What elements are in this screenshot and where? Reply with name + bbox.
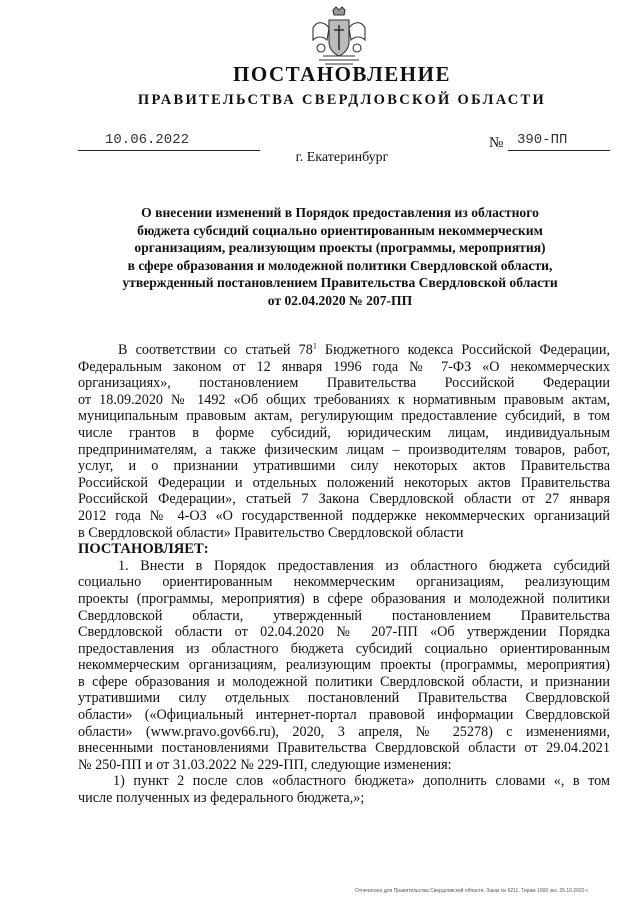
body-line: от 18.09.2020 № 1492 «Об общих требованиях к нормативным правовым актам,	[78, 391, 610, 408]
body-line: Российской Федерации», статьей 7 Закона Свердловской области от 27 января	[78, 491, 610, 508]
body-line: 2012 года № 4-ОЗ «О государственной поддержке некоммерческих организаций	[78, 507, 610, 524]
body-line: числе полученных из федерального бюджета,»;	[78, 790, 365, 807]
document-date: 10.06.2022	[105, 132, 190, 148]
body-line: муниципальным правовым актам, регулирующим предоставление субсидий, в том	[78, 408, 610, 425]
resolves-heading: ПОСТАНОВЛЯЕТ:	[78, 541, 209, 558]
document-subject	[100, 204, 580, 309]
body-line: Свердловской области, утвержденный постановлением Правительства	[78, 607, 610, 624]
body-line: внесенными постановлениями Правительства Свердловской области от 29.04.2021	[78, 740, 610, 757]
print-note: Отпечатано для Правительства Свердловской области. Заказ № 6211. Тираж 1000 экз. 25.10.2020 г.	[355, 888, 589, 894]
body-line: организациях», постановлением Правительства Российской Федерации	[78, 375, 610, 392]
body-line: в Свердловской области» Правительство Свердловской области	[78, 524, 464, 541]
body-text: В соответствии со статьей 78	[118, 342, 313, 358]
body-line: проекты (программы, мероприятия) в сфере образования и молодежной политики	[78, 590, 610, 607]
document-title: ПОСТАНОВЛЕНИЕ	[233, 62, 451, 86]
superscript: 1	[312, 341, 317, 351]
body-line: 1) пункт 2 после слов «областного бюджета» дополнить словами «, в том	[113, 773, 610, 790]
body-line: Свердловской области от 02.04.2020 № 207-ПП «Об утверждении Порядка	[78, 624, 610, 641]
number-label: №	[489, 135, 504, 151]
body-line: № 250-ПП и от 31.03.2022 № 229-ПП, следующие изменения:	[78, 756, 452, 773]
body-line	[78, 342, 610, 359]
body-line: Российской Федерации и отдельных положений некоторых актов Правительства	[78, 474, 610, 491]
body-line: числе грантов в форме субсидий, юридическим лицам, индивидуальным	[78, 424, 610, 441]
body-line: социально ориентированным некоммерческим организациям, реализующим	[78, 574, 610, 591]
body-line: предоставления из областного бюджета субсидий социально ориентированным	[78, 640, 610, 657]
document-subtitle: ПРАВИТЕЛЬСТВА СВЕРДЛОВСКОЙ ОБЛАСТИ	[137, 92, 547, 108]
body-text: Бюджетного кодекса Российской Федерации,	[316, 342, 610, 358]
subject-line: О внесении изменений в Порядок предоставления из областного	[141, 205, 539, 220]
body-line: некоммерческим организациям, реализующим проекты (программы, мероприятия)	[78, 657, 610, 674]
body-line: предпринимателям, а также физическим лицам – производителям товаров, работ,	[78, 441, 610, 458]
subject-line: организациям, реализующим проекты (программы, мероприятия)	[134, 240, 546, 255]
body-line: области» (www.pravo.gov66.ru), 2020, 3 апреля, № 25278) с изменениями,	[78, 723, 610, 740]
document-body	[78, 342, 610, 807]
body-line: в сфере образования и молодежной политики Свердловской области, и признании	[78, 673, 610, 690]
body-line: утратившими силу отдельных постановлений Правительства Свердловской	[78, 690, 610, 707]
subject-line: в сфере образования и молодежной политики Свердловской области,	[127, 257, 553, 273]
body-line: 1. Внести в Порядок предоставления из областного бюджета субсидий	[118, 557, 610, 574]
coat-of-arms-icon	[303, 6, 375, 66]
body-line: услуг, и о признании утратившими силу некоторых актов Правительства	[78, 458, 610, 475]
body-line: области» («Официальный интернет-портал правовой информации Свердловской	[78, 707, 610, 724]
body-line: Федеральным законом от 12 января 1996 года № 7-ФЗ «О некоммерческих	[78, 358, 610, 375]
document-number: 390-ПП	[517, 132, 568, 148]
subject-line: утвержденный постановлением Правительства Свердловской области	[122, 275, 558, 290]
subject-line: от 02.04.2020 № 207-ПП	[267, 292, 413, 308]
city: г. Екатеринбург	[295, 150, 389, 165]
subject-line: бюджета субсидий социально ориентированным некоммерческим	[137, 222, 543, 238]
